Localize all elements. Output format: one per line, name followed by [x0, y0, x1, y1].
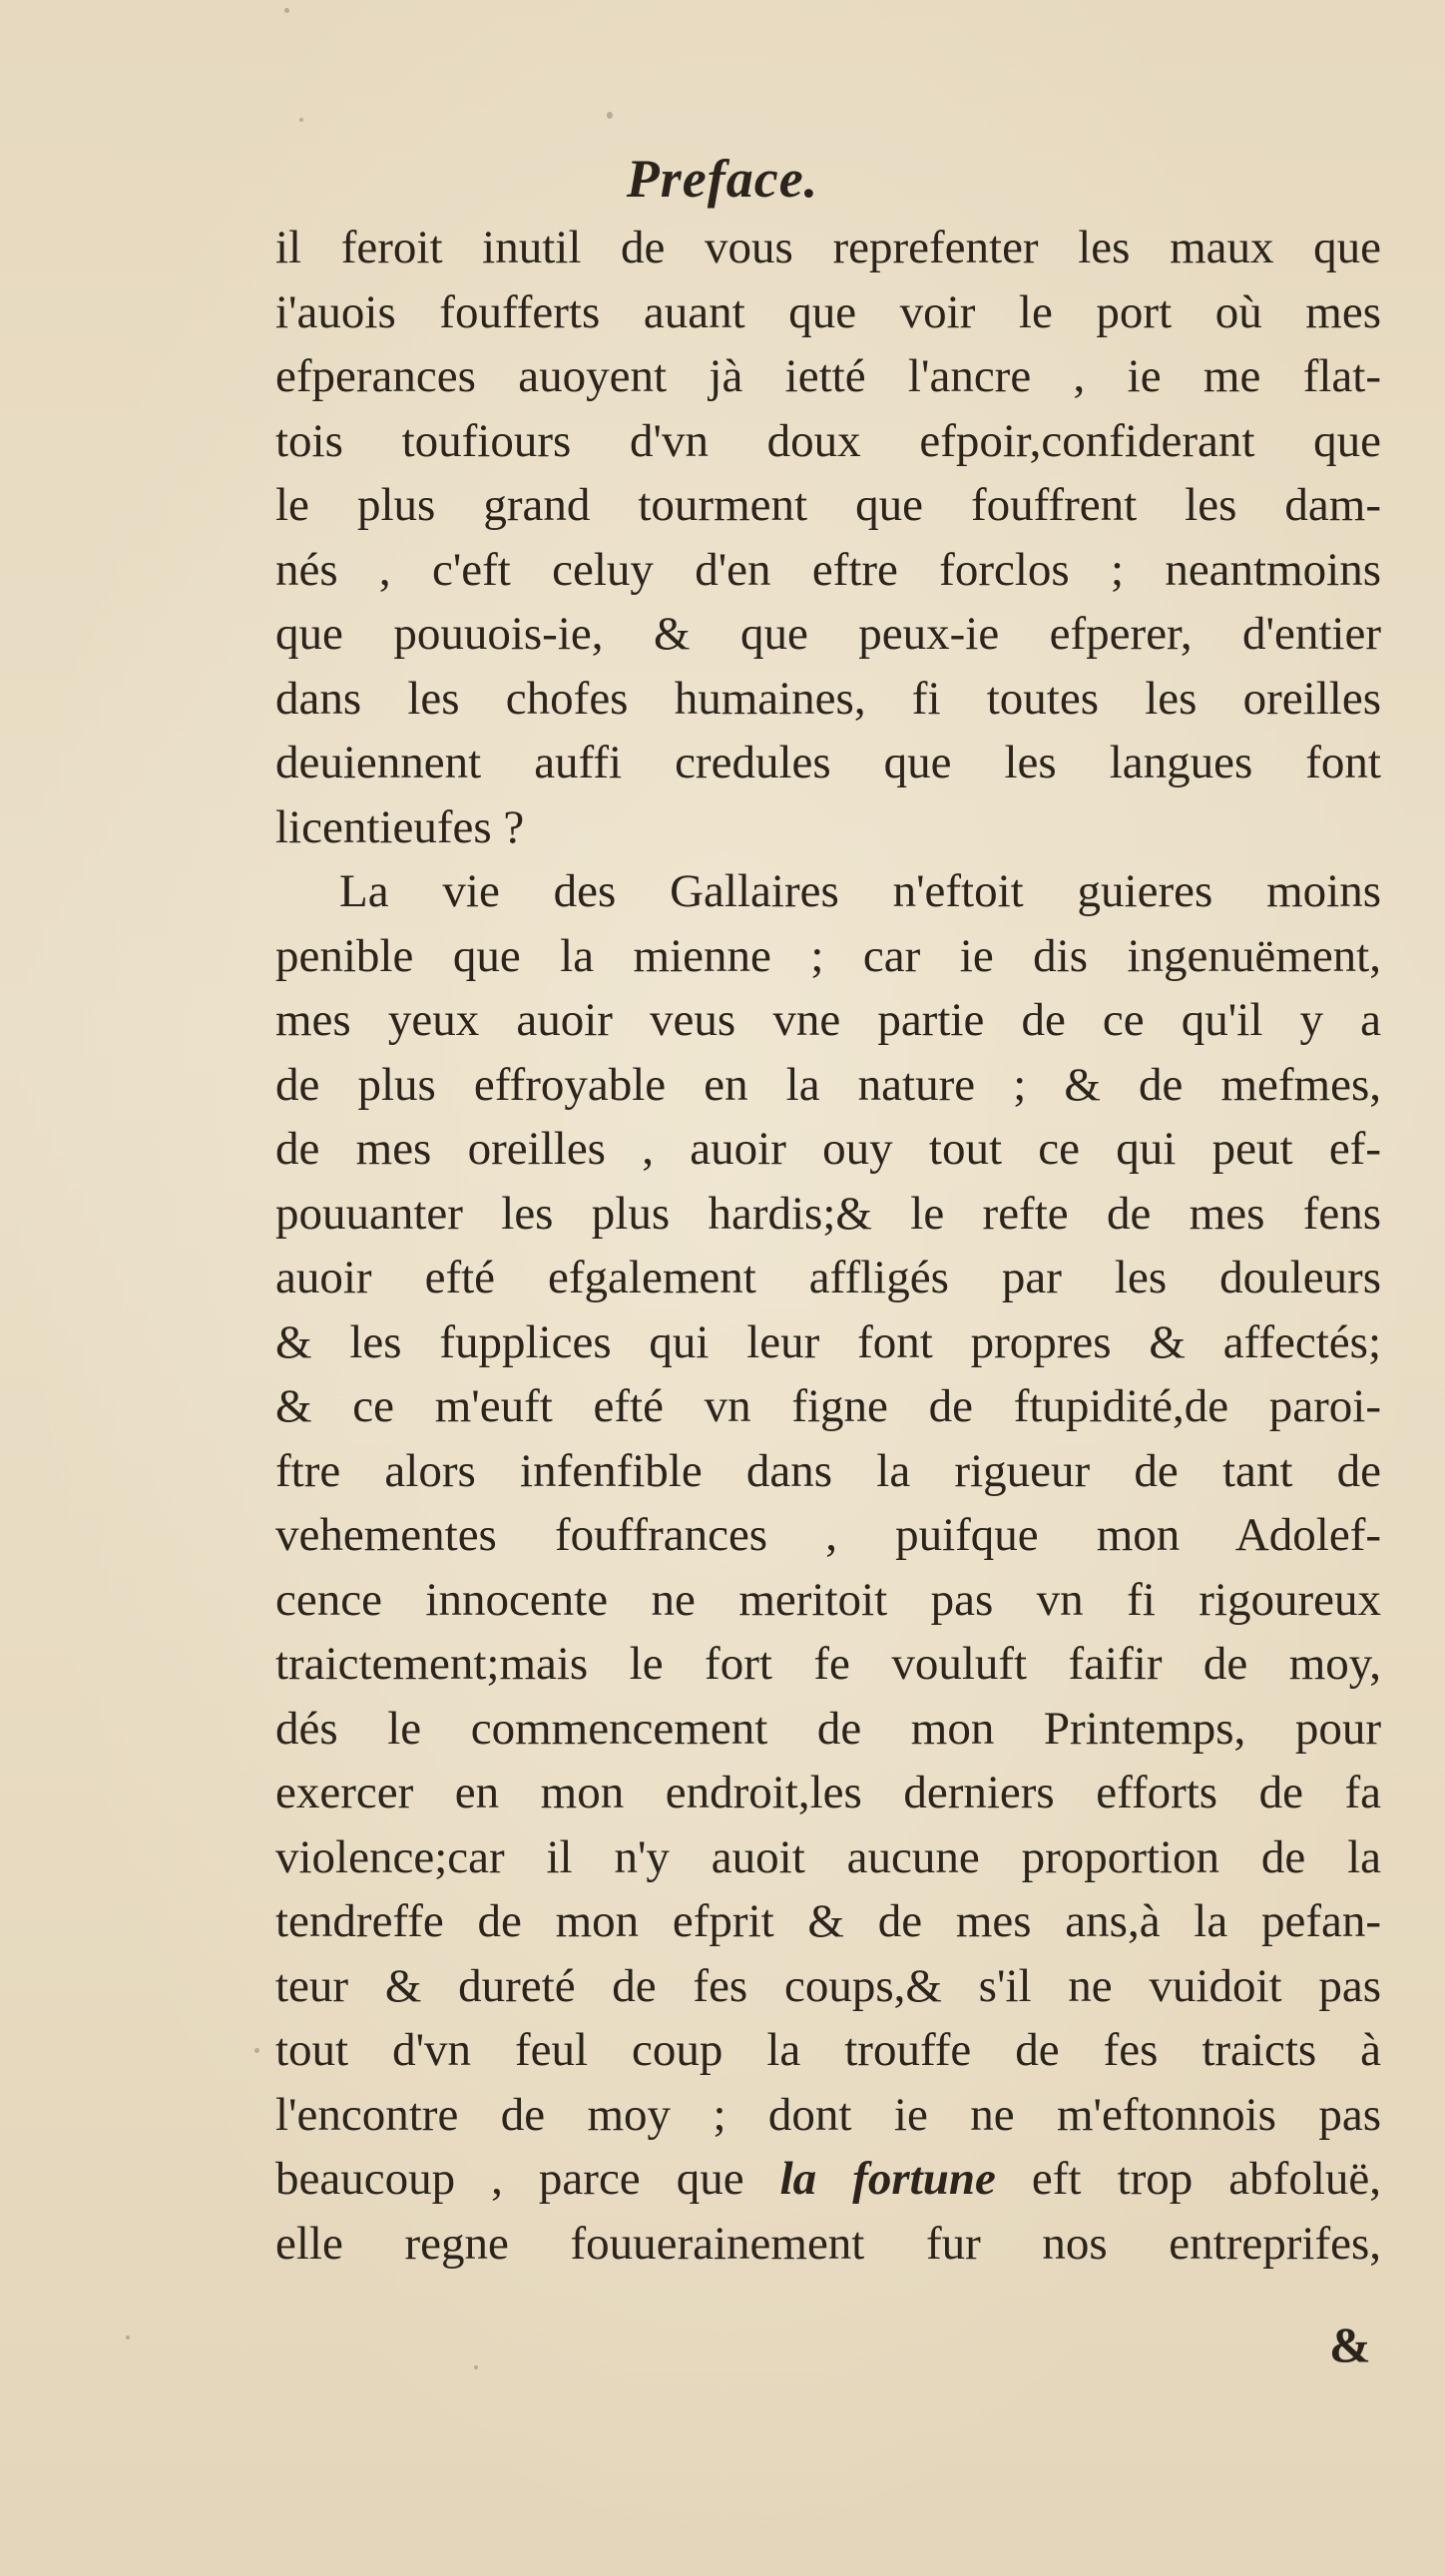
- text-line: le plus grand tourment que fouffrent les dam-: [275, 479, 1381, 531]
- text-line: nés , c'eft celuy d'en eftre forclos ; neantmoins: [275, 543, 1381, 596]
- text-line: ftre alors infenfible dans la rigueur de tant de: [275, 1444, 1381, 1497]
- text-segment: eft trop abfoluë,: [995, 2153, 1381, 2205]
- text-line: pouuanter les plus hardis;& le refte de mes fens: [275, 1187, 1381, 1240]
- text-line: que pouuois-ie, & que peux-ie efperer, d'entier: [275, 608, 1381, 660]
- text-line: dans les chofes humaines, fi toutes les oreilles: [275, 672, 1381, 725]
- text-line: l'encontre de moy ; dont ie ne m'eftonnois pas: [275, 2088, 1381, 2141]
- page-text: [275, 216, 1381, 2276]
- italic-phrase: la fortune: [779, 2153, 996, 2205]
- catchword: &: [1329, 2317, 1371, 2372]
- text-line-italic-phrase: [275, 2147, 1381, 2212]
- text-line: dés le commencement de mon Printemps, pour: [275, 1702, 1381, 1755]
- text-line: cence innocente ne meritoit pas vn fi rigoureux: [275, 1573, 1381, 1626]
- text-line: violence;car il n'y auoit aucune proportion de la: [275, 1830, 1381, 1883]
- paper-speck: [126, 2335, 130, 2339]
- text-line: teur & dureté de fes coups,& s'il ne vuidoit pas: [275, 1959, 1381, 2012]
- paper-speck: [474, 2365, 478, 2369]
- text-line: tendreffe de mon efprit & de mes ans,à la pefan-: [275, 1895, 1381, 1947]
- text-line: vehementes fouffrances , puifque mon Adolef-: [275, 1509, 1381, 1561]
- text-line: de mes oreilles , auoir ouy tout ce qui peut ef-: [275, 1123, 1381, 1175]
- text-line: efperances auoyent jà ietté l'ancre , ie me flat-: [275, 350, 1381, 402]
- running-header: Preface.: [626, 149, 819, 209]
- text-line: il feroit inutil de vous reprefenter les maux que: [275, 222, 1381, 273]
- text-line: mes yeux auoir veus vne partie de ce qu'il y a: [275, 994, 1381, 1046]
- text-line: deuiennent auffi credules que les langues font: [275, 737, 1381, 788]
- text-line: tout d'vn feul coup la trouffe de fes traicts à: [275, 2024, 1381, 2076]
- paper-speck: [299, 118, 303, 122]
- text-line: & ce m'euft efté vn figne de ftupidité,de paroi-: [275, 1380, 1381, 1432]
- text-segment: beaucoup , parce que: [275, 2153, 780, 2205]
- text-line: licentieufes ?: [275, 800, 525, 853]
- paper-speck: [607, 112, 613, 119]
- text-line: penible que la mienne ; car ie dis ingenuëment,: [275, 929, 1381, 982]
- text-line: exercer en mon endroit,les derniers efforts de fa: [275, 1767, 1381, 1818]
- text-line: elle regne fouuerainement fur nos entreprifes,: [275, 2217, 1381, 2270]
- text-line: traictement;mais le fort fe vouluft faifir de moy,: [275, 1638, 1381, 1690]
- text-line: de plus effroyable en la nature ; & de mefmes,: [275, 1058, 1381, 1111]
- text-line: & les fupplices qui leur font propres & affectés;: [275, 1315, 1381, 1368]
- text-line: auoir efté efgalement affligés par les douleurs: [275, 1252, 1381, 1303]
- text-line: tois toufiours d'vn doux efpoir,confiderant que: [275, 414, 1381, 467]
- paper-speck: [254, 2048, 259, 2053]
- text-line: i'auois foufferts auant que voir le port où mes: [275, 285, 1381, 338]
- text-line: La vie des Gallaires n'eftoit guieres moins: [339, 865, 1381, 917]
- paper-speck: [284, 8, 289, 13]
